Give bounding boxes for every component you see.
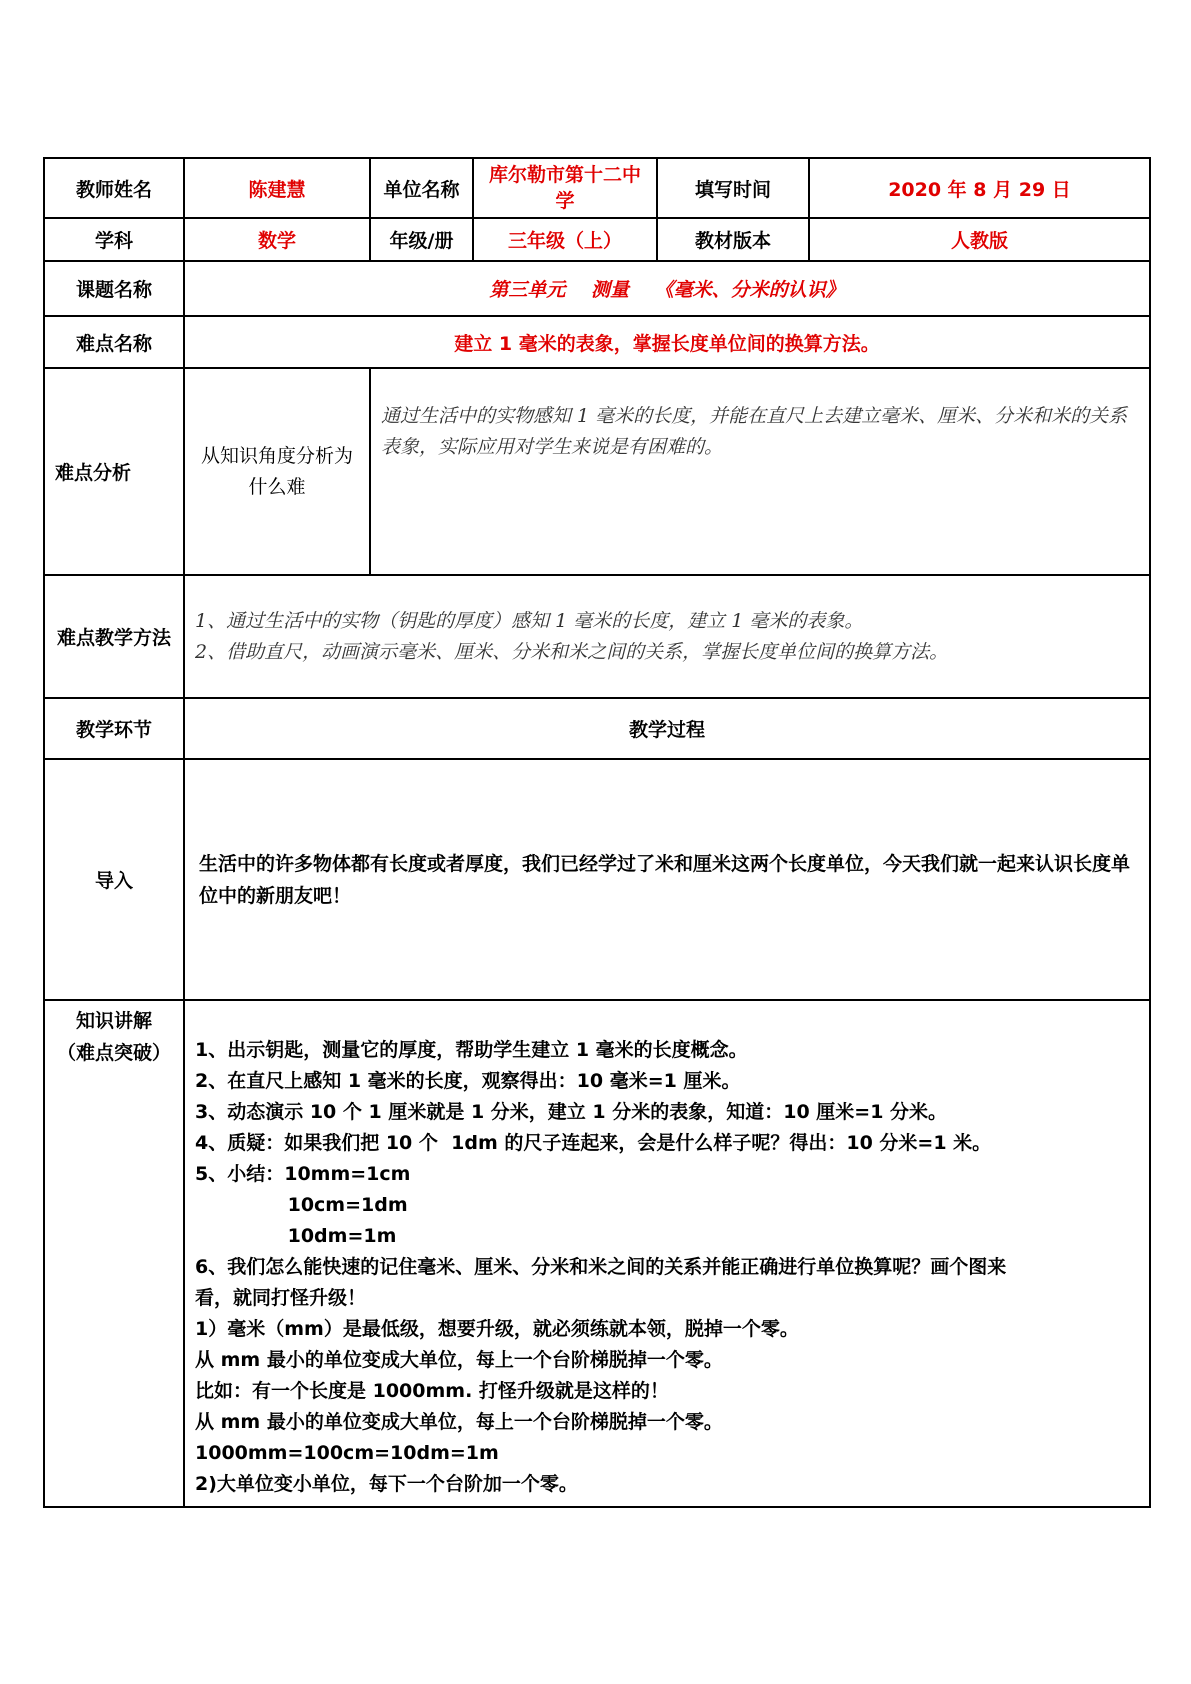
teacher-label: 教师姓名 (44, 158, 184, 218)
process-header: 教学过程 (184, 698, 1150, 759)
unit-label: 单位名称 (370, 158, 473, 218)
knowledge-label (44, 1000, 184, 1507)
knowledge-line: 比如：有一个长度是 1000mm. 打怪升级就是这样的！ (195, 1380, 669, 1402)
knowledge-line: 10dm=1m (195, 1225, 397, 1247)
method-row (44, 575, 1150, 698)
analysis-sub-label: 从知识角度分析为什么难 (184, 368, 370, 575)
teacher-name: 陈建慧 (184, 158, 370, 218)
knowledge-line: 4、质疑：如果我们把 10 个 1dm 的尺子连起来，会是什么样子呢？得出：10 分米=1 米。 (195, 1132, 992, 1154)
knowledge-line: 2、在直尺上感知 1 毫米的长度，观察得出：10 毫米=1 厘米。 (195, 1070, 741, 1092)
subject-label: 学科 (44, 218, 184, 261)
date-value: 2020 年 8 月 29 日 (809, 158, 1150, 218)
knowledge-label-line1: 知识讲解 (75, 1010, 152, 1032)
knowledge-line: 5、小结：10mm=1cm (195, 1163, 411, 1185)
method-line: 1、通过生活中的实物（钥匙的厚度）感知 1 毫米的长度，建立 1 毫米的表象。 (195, 609, 864, 632)
subject-value: 数学 (184, 218, 370, 261)
unit-name: 库尔勒市第十二中学 (473, 158, 657, 218)
date-label: 填写时间 (657, 158, 809, 218)
difficulty-row (44, 316, 1150, 368)
intro-text: 生活中的许多物体都有长度或者厚度，我们已经学过了米和厘米这两个长度单位，今天我们就一起来认识长度单位中的新朋友吧！ (184, 759, 1150, 1000)
knowledge-line: 6、我们怎么能快速的记住毫米、厘米、分米和米之间的关系并能正确进行单位换算呢？画个图来 (195, 1256, 1007, 1278)
edition-label: 教材版本 (657, 218, 809, 261)
difficulty-label: 难点名称 (44, 316, 184, 368)
header-row-2 (44, 218, 1150, 261)
lesson-plan-table (43, 157, 1151, 1508)
difficulty-value: 建立 1 毫米的表象，掌握长度单位间的换算方法。 (184, 316, 1150, 368)
analysis-text: 通过生活中的实物感知 1 毫米的长度，并能在直尺上去建立毫米、厘米、分米和米的关系表象，实际应用对学生来说是有困难的。 (370, 368, 1150, 575)
grade-label: 年级/册 (370, 218, 473, 261)
header-row-1 (44, 158, 1150, 218)
knowledge-line: 看，就同打怪升级！ (195, 1287, 367, 1309)
knowledge-line: 2)大单位变小单位，每下一个台阶加一个零。 (195, 1473, 578, 1495)
topic-value: 第三单元 测量 《毫米、分米的认识》 (184, 261, 1150, 316)
intro-label: 导入 (44, 759, 184, 1000)
intro-row (44, 759, 1150, 1000)
knowledge-line: 1、出示钥匙，测量它的厚度，帮助学生建立 1 毫米的长度概念。 (195, 1039, 748, 1061)
knowledge-content (184, 1000, 1150, 1507)
lesson-plan-page (43, 157, 1149, 1508)
knowledge-row (44, 1000, 1150, 1507)
topic-row (44, 261, 1150, 316)
knowledge-line: 10cm=1dm (195, 1194, 408, 1216)
method-content (184, 575, 1150, 698)
analysis-row (44, 368, 1150, 575)
edition-value: 人教版 (809, 218, 1150, 261)
method-label: 难点教学方法 (44, 575, 184, 698)
method-line: 2、借助直尺，动画演示毫米、厘米、分米和米之间的关系，掌握长度单位间的换算方法。 (195, 640, 949, 663)
grade-value: 三年级（上） (473, 218, 657, 261)
knowledge-line: 从 mm 最小的单位变成大单位，每上一个台阶梯脱掉一个零。 (195, 1349, 723, 1371)
knowledge-line: 从 mm 最小的单位变成大单位，每上一个台阶梯脱掉一个零。 (195, 1411, 723, 1433)
process-label: 教学环节 (44, 698, 184, 759)
knowledge-line: 3、动态演示 10 个 1 厘米就是 1 分米，建立 1 分米的表象，知道：10 厘米=1 分米。 (195, 1101, 948, 1123)
process-row (44, 698, 1150, 759)
analysis-label: 难点分析 (44, 368, 184, 575)
topic-label: 课题名称 (44, 261, 184, 316)
knowledge-label-line2: （难点突破） (56, 1042, 171, 1064)
knowledge-line: 1000mm=100cm=10dm=1m (195, 1442, 499, 1464)
knowledge-line: 1）毫米（mm）是最低级，想要升级，就必须练就本领，脱掉一个零。 (195, 1318, 799, 1340)
